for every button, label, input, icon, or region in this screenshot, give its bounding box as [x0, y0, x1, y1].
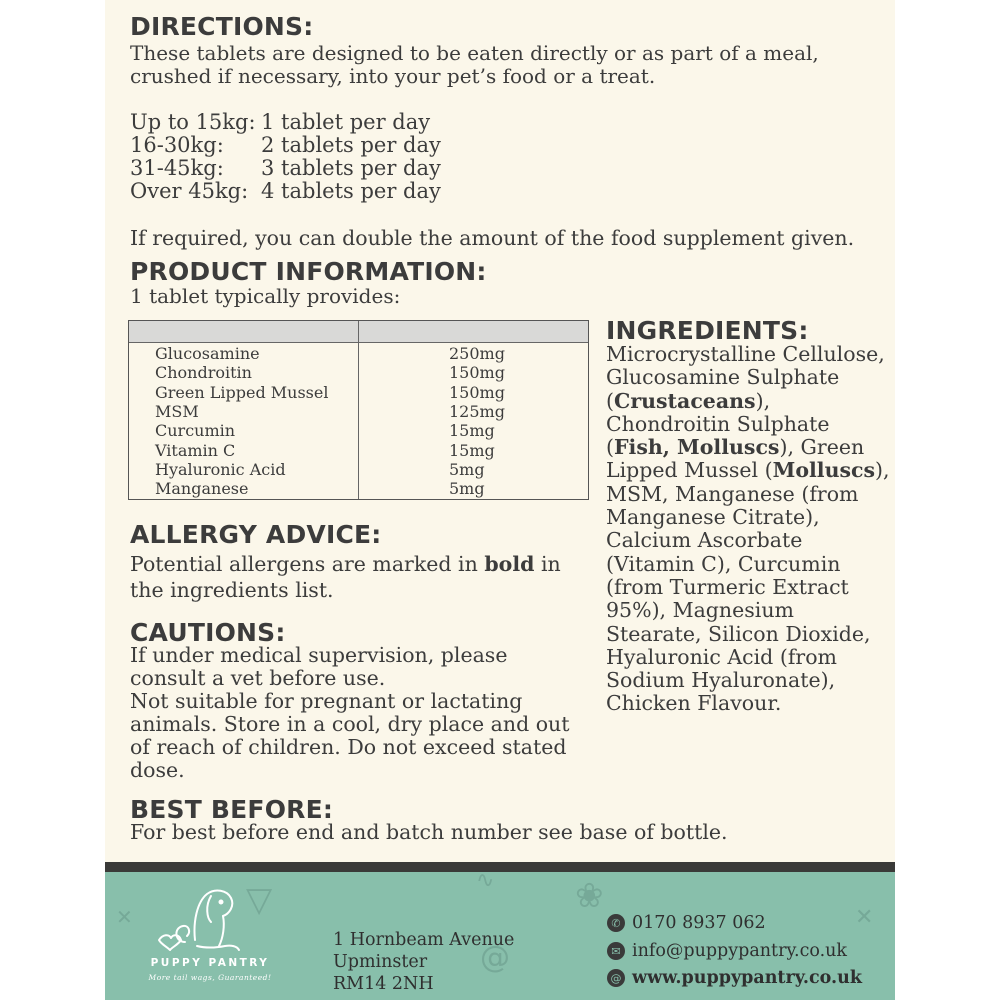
email-address: info@puppypantry.co.uk	[632, 941, 848, 961]
ingredients-line	[606, 692, 896, 715]
ingredients-line	[606, 390, 896, 413]
address-line: Upminster	[333, 952, 428, 972]
ingredient-text: 95%), Magnesium	[606, 598, 794, 623]
ingredient-text: (	[606, 388, 614, 413]
cross-doodle-icon: ✕	[116, 905, 133, 929]
ingredients-line	[606, 553, 896, 576]
cross-doodle-icon: ✕	[855, 905, 874, 930]
ingredients-line	[606, 343, 896, 366]
ingredient-text: Sodium Hyaluronate),	[606, 668, 836, 693]
ingredient-text: ),	[755, 388, 771, 413]
dose-row: 16-30kg: 2 tablets per day	[130, 133, 441, 157]
cautions-line: dose.	[130, 758, 185, 782]
contact-phone[interactable]	[607, 912, 766, 934]
footer-divider	[105, 862, 895, 872]
ingredient-text: (Vitamin C), Curcumin	[606, 551, 841, 576]
ingredient-text: ),	[875, 458, 890, 483]
website-link[interactable]: www.puppypantry.co.uk	[632, 968, 862, 988]
ingredient-text: MSM, Manganese (from	[606, 481, 859, 506]
directions-line: These tablets are designed to be eaten directly or as part of a meal,	[130, 41, 819, 65]
dose-row: Up to 15kg: 1 tablet per day	[130, 110, 431, 134]
ingredient-text: Hyaluronic Acid (from	[606, 644, 837, 669]
ingredients-line	[606, 646, 896, 669]
ingredients-line	[606, 529, 896, 552]
ingredient-text: Chondroitin Sulphate	[606, 411, 830, 436]
web-icon: @	[607, 969, 625, 987]
allergy-text	[130, 551, 561, 603]
ingredient-text: Microcrystalline Cellulose,	[606, 342, 885, 366]
ingredient-text: Glucosamine Sulphate	[606, 365, 840, 390]
ingredient-text: Calcium Ascorbate	[606, 528, 803, 553]
dose-row: Over 45kg: 4 tablets per day	[130, 179, 441, 203]
ingredients-line	[606, 366, 896, 389]
ingredient-text: Stearate, Silicon Dioxide,	[606, 621, 871, 646]
best-before-text: For best before end and batch number see base of bottle.	[130, 820, 728, 844]
brand-name: PUPPY PANTRY	[150, 957, 270, 969]
allergy-heading: ALLERGY ADVICE:	[130, 520, 382, 549]
directions-text	[130, 42, 819, 88]
squiggle-doodle-icon: ∿	[476, 868, 495, 893]
address-line: RM14 2NH	[333, 974, 434, 994]
ingredients-list	[606, 343, 896, 716]
ingredient-text: Chicken Flavour.	[606, 691, 782, 716]
ingredient-text: Lipped Mussel (	[606, 458, 773, 483]
allergy-line: the ingredients list.	[130, 578, 334, 602]
allergen-text: Fish, Molluscs	[614, 435, 780, 460]
allergy-line: Potential allergens are marked in bold in	[130, 552, 561, 576]
spiral-doodle-icon: @	[480, 940, 510, 975]
email-icon: ✉	[607, 942, 625, 960]
allergen-text: Molluscs	[772, 458, 876, 483]
product-information-heading: PRODUCT INFORMATION:	[130, 257, 487, 286]
ingredient-text: Manganese Citrate),	[606, 505, 820, 530]
directions-heading: DIRECTIONS:	[130, 12, 314, 41]
ingredients-line	[606, 413, 896, 436]
ingredients-line	[606, 576, 896, 599]
dosage-table	[130, 111, 441, 203]
dose-row: 31-45kg: 3 tablets per day	[130, 156, 441, 180]
contact-email[interactable]	[607, 940, 847, 962]
product-information-subtitle: 1 tablet typically provides:	[130, 284, 401, 308]
cautions-line: Not suitable for pregnant or lactating	[130, 689, 523, 713]
cautions-heading: CAUTIONS:	[130, 618, 286, 647]
ingredient-text: (	[606, 435, 614, 460]
puppy-pantry-logo-icon	[145, 882, 255, 956]
ingredient-text: ), Green	[779, 435, 865, 460]
cautions-line: If under medical supervision, please	[130, 643, 508, 667]
ingredients-line	[606, 459, 896, 482]
allergen-text: Crustaceans	[614, 388, 756, 413]
directions-note: If required, you can double the amount of the food supplement given.	[130, 226, 855, 250]
table-column-divider	[358, 321, 359, 499]
ingredients-line	[606, 483, 896, 506]
ingredients-line	[606, 436, 896, 459]
ingredients-heading: INGREDIENTS:	[606, 316, 809, 345]
ingredient-text: (from Turmeric Extract	[606, 574, 849, 599]
nutrition-table: Glucosamine 250mg Chondroitin 150mg Green Lipped Mussel 150mg MSM 125mg Curcumin 15mg Vitamin C 15mg Hyaluronic Acid 5mg Manganese 5mg	[128, 320, 589, 500]
cautions-line: animals. Store in a cool, dry place and out	[130, 712, 570, 736]
ingredients-line	[606, 599, 896, 622]
address-block	[333, 929, 514, 995]
address-line: 1 Hornbeam Avenue	[333, 930, 515, 950]
directions-line: crushed if necessary, into your pet’s food or a treat.	[130, 64, 656, 88]
triangle-doodle-icon: ▽	[246, 880, 273, 920]
ingredients-line	[606, 506, 896, 529]
cautions-text	[130, 644, 570, 782]
phone-icon: ✆	[607, 914, 625, 932]
paw-doodle-icon: ❀	[575, 876, 604, 916]
brand-tagline: More tail wags, Guaranteed!	[148, 973, 272, 982]
ingredients-line	[606, 623, 896, 646]
contact-website[interactable]	[607, 967, 862, 989]
best-before-heading: BEST BEFORE:	[130, 795, 334, 824]
phone-number: 0170 8937 062	[632, 913, 766, 933]
cautions-line: consult a vet before use.	[130, 666, 386, 690]
ingredients-line	[606, 669, 896, 692]
cautions-line: of reach of children. Do not exceed stated	[130, 735, 567, 759]
